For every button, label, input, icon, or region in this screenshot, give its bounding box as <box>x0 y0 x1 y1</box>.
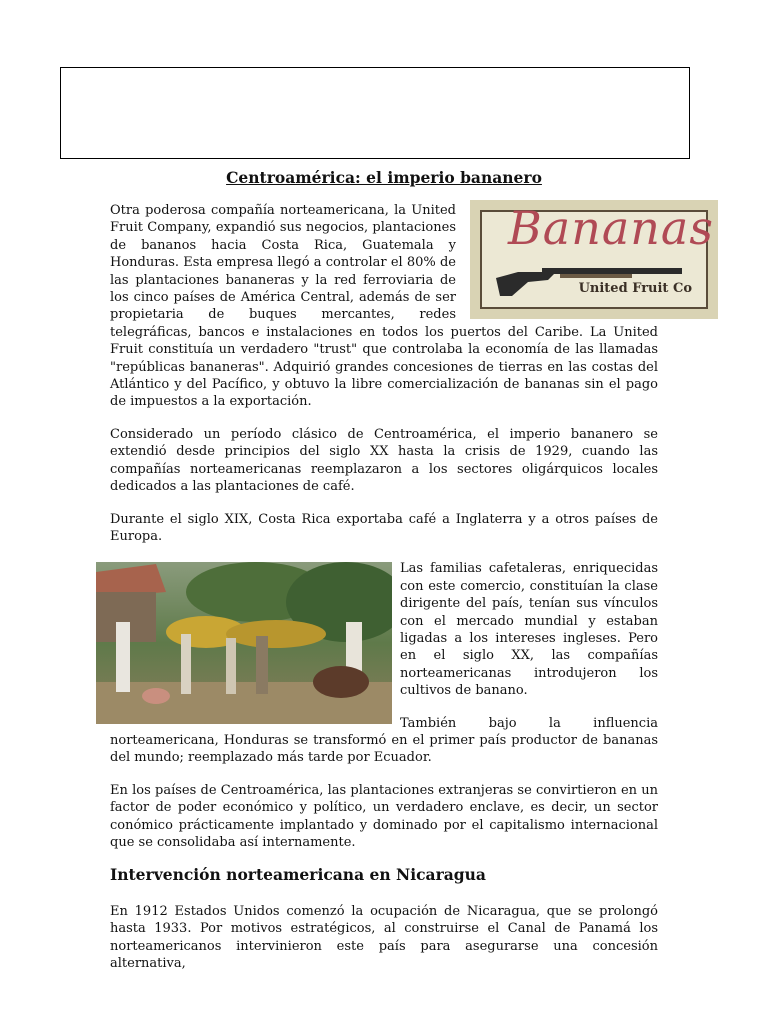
paragraph-3: Durante el siglo XIX, Costa Rica exportaba café a Inglaterra y a otros países de Europa. <box>110 511 658 544</box>
bananas-logo-image <box>470 200 718 319</box>
plantation-photo <box>96 562 392 724</box>
logo-word: Bananas <box>508 201 714 255</box>
paragraph-2: Considerado un período clásico de Centroamérica, el imperio bananero se extendió desde principios del siglo XX hasta la crisis de 1929, cuando las compañías norteamericanas reemplazaron a los sectores oligárquicos locales dedicados a las plantaciones de café. <box>110 426 658 495</box>
header-box <box>60 67 690 159</box>
paragraph-6: En los países de Centroamérica, las plantaciones extranjeras se convirtieron en un factor de poder económico y político, un verdadero enclave, es decir, un sector conómico prácticamente implantado y dominado por el capitalismo internacional que se consolidaba así internamente. <box>110 782 658 850</box>
paragraph-4: Las familias cafetaleras, enriquecidas con este comercio, constituían la clase dirigente del país, tenían sus vínculos con el mercado mundial y estaban ligadas a los intereses ingleses. Pero en el siglo XX, las compañías norteamericanas introdujeron los cultivos de banano. <box>400 561 658 699</box>
article-body <box>110 201 714 987</box>
section-heading: Intervención norteamericana en Nicaragua <box>110 865 486 885</box>
paragraph-1: Otra poderosa compañía norteamericana, la United Fruit Company, expandió sus negocios, plantaciones de bananos hacia Costa Rica, Guatemala y Honduras. Esta empresa llegó a controlar el 80% de las plantaciones bananeras y la red ferroviaria de los cinco países de América Central, además de ser propietaria de buques mercantes, redes telegráficas, bancos e instalaciones en todos los puertos del Caribe. La United Fruit constituía un verdadero "trust" que controlaba la economía de las llamadas "repúblicas bananeras". Adquirió grandes concesiones de tierras en las costas del Atlántico y del Pacífico, y obtuvo la libre comercialización de bananas sin el pago de impuestos a la exportación. <box>110 203 658 410</box>
paragraph-5: También bajo la influencia norteamericana, Honduras se transformó en el primer país productor de bananas del mundo; reemplazado más tarde por Ecuador. <box>110 715 658 766</box>
paragraph-7: En 1912 Estados Unidos comenzó la ocupación de Nicaragua, que se prolongó hasta 1933. Por motivos estratégicos, al construirse el Canal de Panamá los norteamericanos intervinieron este país para asegurarse una concesión alternativa, <box>110 903 658 972</box>
logo-subtitle: United Fruit Co <box>578 280 692 296</box>
page-title: Centroamérica: el imperio bananero <box>226 168 542 187</box>
